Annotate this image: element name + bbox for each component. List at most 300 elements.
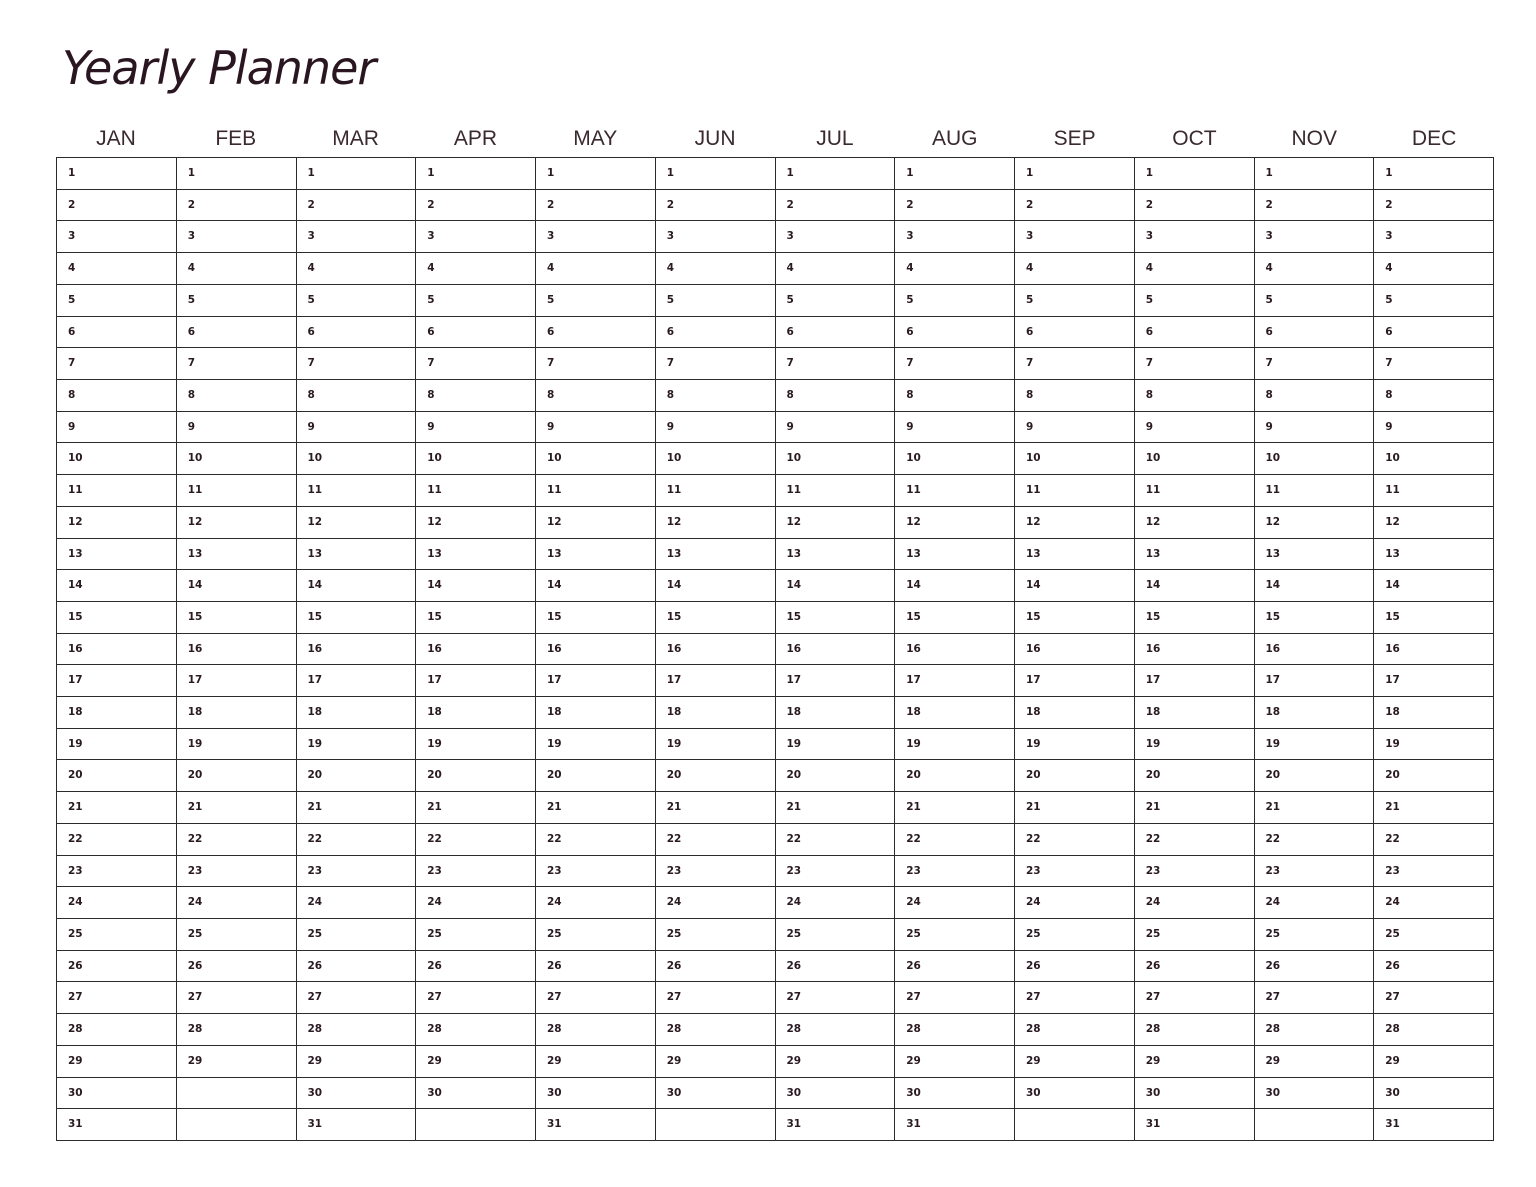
- day-cell[interactable]: [57, 443, 177, 475]
- day-cell[interactable]: [1374, 697, 1494, 729]
- day-cell[interactable]: [656, 317, 776, 349]
- day-cell[interactable]: [1255, 348, 1375, 380]
- day-cell[interactable]: [297, 792, 417, 824]
- day-cell[interactable]: [536, 697, 656, 729]
- day-cell[interactable]: [656, 443, 776, 475]
- day-cell[interactable]: [895, 317, 1015, 349]
- day-cell[interactable]: [1374, 570, 1494, 602]
- day-cell[interactable]: [776, 602, 896, 634]
- day-cell[interactable]: [895, 348, 1015, 380]
- day-cell[interactable]: [57, 760, 177, 792]
- day-cell[interactable]: [1135, 475, 1255, 507]
- day-cell[interactable]: [776, 507, 896, 539]
- day-cell[interactable]: [57, 221, 177, 253]
- day-cell[interactable]: [895, 602, 1015, 634]
- day-cell[interactable]: [1015, 951, 1135, 983]
- day-cell[interactable]: [416, 443, 536, 475]
- day-cell[interactable]: [895, 507, 1015, 539]
- day-cell[interactable]: [1255, 221, 1375, 253]
- day-cell[interactable]: [536, 982, 656, 1014]
- day-cell[interactable]: [895, 634, 1015, 666]
- day-cell[interactable]: [656, 253, 776, 285]
- day-cell[interactable]: [416, 317, 536, 349]
- day-cell[interactable]: [177, 1046, 297, 1078]
- day-cell[interactable]: [895, 824, 1015, 856]
- day-cell[interactable]: [177, 951, 297, 983]
- day-cell[interactable]: [177, 253, 297, 285]
- day-cell[interactable]: [1015, 602, 1135, 634]
- day-cell[interactable]: [1015, 253, 1135, 285]
- day-cell[interactable]: [656, 856, 776, 888]
- day-cell[interactable]: [1135, 285, 1255, 317]
- day-cell[interactable]: [1015, 792, 1135, 824]
- day-cell[interactable]: [416, 1078, 536, 1110]
- day-cell[interactable]: [57, 602, 177, 634]
- day-cell[interactable]: [1135, 1046, 1255, 1078]
- day-cell[interactable]: [656, 348, 776, 380]
- day-cell[interactable]: [57, 158, 177, 190]
- day-cell[interactable]: [536, 412, 656, 444]
- day-cell[interactable]: [776, 285, 896, 317]
- day-cell[interactable]: [776, 412, 896, 444]
- day-cell[interactable]: [656, 412, 776, 444]
- day-cell[interactable]: [536, 221, 656, 253]
- day-cell[interactable]: [57, 1109, 177, 1141]
- day-cell[interactable]: [416, 221, 536, 253]
- day-cell[interactable]: [1135, 570, 1255, 602]
- day-cell[interactable]: [536, 348, 656, 380]
- day-cell[interactable]: [1015, 1078, 1135, 1110]
- day-cell[interactable]: [1374, 1046, 1494, 1078]
- day-cell[interactable]: [1374, 253, 1494, 285]
- day-cell[interactable]: [416, 951, 536, 983]
- day-cell[interactable]: [177, 665, 297, 697]
- day-cell[interactable]: [1135, 221, 1255, 253]
- day-cell[interactable]: [656, 729, 776, 761]
- day-cell[interactable]: [297, 1109, 417, 1141]
- day-cell[interactable]: [1374, 1109, 1494, 1141]
- day-cell[interactable]: [1255, 634, 1375, 666]
- day-cell[interactable]: [57, 285, 177, 317]
- day-cell[interactable]: [177, 348, 297, 380]
- day-cell[interactable]: [1015, 1109, 1135, 1141]
- day-cell[interactable]: [1255, 665, 1375, 697]
- day-cell[interactable]: [1255, 824, 1375, 856]
- day-cell[interactable]: [297, 253, 417, 285]
- day-cell[interactable]: [297, 190, 417, 222]
- day-cell[interactable]: [536, 443, 656, 475]
- day-cell[interactable]: [776, 856, 896, 888]
- day-cell[interactable]: [656, 951, 776, 983]
- day-cell[interactable]: [1015, 380, 1135, 412]
- day-cell[interactable]: [776, 1046, 896, 1078]
- day-cell[interactable]: [656, 1014, 776, 1046]
- day-cell[interactable]: [656, 697, 776, 729]
- day-cell[interactable]: [57, 634, 177, 666]
- day-cell[interactable]: [416, 919, 536, 951]
- day-cell[interactable]: [416, 570, 536, 602]
- day-cell[interactable]: [1255, 1109, 1375, 1141]
- day-cell[interactable]: [1015, 919, 1135, 951]
- day-cell[interactable]: [1255, 253, 1375, 285]
- day-cell[interactable]: [297, 475, 417, 507]
- day-cell[interactable]: [895, 1014, 1015, 1046]
- day-cell[interactable]: [1374, 507, 1494, 539]
- day-cell[interactable]: [536, 665, 656, 697]
- day-cell[interactable]: [536, 824, 656, 856]
- day-cell[interactable]: [895, 190, 1015, 222]
- day-cell[interactable]: [895, 919, 1015, 951]
- day-cell[interactable]: [1255, 982, 1375, 1014]
- day-cell[interactable]: [1374, 951, 1494, 983]
- day-cell[interactable]: [1135, 634, 1255, 666]
- day-cell[interactable]: [1015, 158, 1135, 190]
- day-cell[interactable]: [1255, 919, 1375, 951]
- day-cell[interactable]: [1015, 539, 1135, 571]
- day-cell[interactable]: [177, 792, 297, 824]
- day-cell[interactable]: [895, 887, 1015, 919]
- day-cell[interactable]: [177, 158, 297, 190]
- day-cell[interactable]: [776, 665, 896, 697]
- day-cell[interactable]: [297, 285, 417, 317]
- day-cell[interactable]: [1374, 824, 1494, 856]
- day-cell[interactable]: [1015, 665, 1135, 697]
- day-cell[interactable]: [656, 221, 776, 253]
- day-cell[interactable]: [177, 729, 297, 761]
- day-cell[interactable]: [536, 919, 656, 951]
- day-cell[interactable]: [1135, 760, 1255, 792]
- day-cell[interactable]: [1255, 539, 1375, 571]
- day-cell[interactable]: [57, 1046, 177, 1078]
- day-cell[interactable]: [57, 475, 177, 507]
- day-cell[interactable]: [1135, 380, 1255, 412]
- day-cell[interactable]: [1135, 1109, 1255, 1141]
- day-cell[interactable]: [416, 792, 536, 824]
- day-cell[interactable]: [416, 253, 536, 285]
- day-cell[interactable]: [536, 760, 656, 792]
- day-cell[interactable]: [895, 982, 1015, 1014]
- day-cell[interactable]: [536, 507, 656, 539]
- day-cell[interactable]: [1135, 602, 1255, 634]
- day-cell[interactable]: [536, 887, 656, 919]
- day-cell[interactable]: [57, 380, 177, 412]
- day-cell[interactable]: [1135, 348, 1255, 380]
- day-cell[interactable]: [57, 951, 177, 983]
- day-cell[interactable]: [177, 539, 297, 571]
- day-cell[interactable]: [1374, 348, 1494, 380]
- day-cell[interactable]: [895, 951, 1015, 983]
- day-cell[interactable]: [1135, 1014, 1255, 1046]
- day-cell[interactable]: [1135, 253, 1255, 285]
- day-cell[interactable]: [297, 856, 417, 888]
- day-cell[interactable]: [656, 1109, 776, 1141]
- day-cell[interactable]: [1015, 856, 1135, 888]
- day-cell[interactable]: [656, 634, 776, 666]
- day-cell[interactable]: [1255, 1014, 1375, 1046]
- day-cell[interactable]: [1374, 158, 1494, 190]
- day-cell[interactable]: [1255, 570, 1375, 602]
- day-cell[interactable]: [776, 982, 896, 1014]
- day-cell[interactable]: [297, 982, 417, 1014]
- day-cell[interactable]: [1015, 982, 1135, 1014]
- day-cell[interactable]: [297, 824, 417, 856]
- day-cell[interactable]: [177, 982, 297, 1014]
- day-cell[interactable]: [1374, 539, 1494, 571]
- day-cell[interactable]: [1374, 729, 1494, 761]
- day-cell[interactable]: [416, 380, 536, 412]
- day-cell[interactable]: [297, 380, 417, 412]
- day-cell[interactable]: [1374, 792, 1494, 824]
- day-cell[interactable]: [57, 824, 177, 856]
- day-cell[interactable]: [1374, 602, 1494, 634]
- day-cell[interactable]: [1015, 443, 1135, 475]
- day-cell[interactable]: [1255, 380, 1375, 412]
- day-cell[interactable]: [656, 1078, 776, 1110]
- day-cell[interactable]: [297, 570, 417, 602]
- day-cell[interactable]: [1135, 665, 1255, 697]
- day-cell[interactable]: [1135, 856, 1255, 888]
- day-cell[interactable]: [1015, 1046, 1135, 1078]
- day-cell[interactable]: [1374, 475, 1494, 507]
- day-cell[interactable]: [536, 1046, 656, 1078]
- day-cell[interactable]: [297, 919, 417, 951]
- day-cell[interactable]: [416, 729, 536, 761]
- day-cell[interactable]: [297, 887, 417, 919]
- day-cell[interactable]: [416, 697, 536, 729]
- day-cell[interactable]: [297, 158, 417, 190]
- day-cell[interactable]: [1255, 729, 1375, 761]
- day-cell[interactable]: [1135, 697, 1255, 729]
- day-cell[interactable]: [656, 507, 776, 539]
- day-cell[interactable]: [895, 253, 1015, 285]
- day-cell[interactable]: [776, 317, 896, 349]
- day-cell[interactable]: [297, 602, 417, 634]
- day-cell[interactable]: [776, 253, 896, 285]
- day-cell[interactable]: [895, 380, 1015, 412]
- day-cell[interactable]: [536, 1109, 656, 1141]
- day-cell[interactable]: [1374, 919, 1494, 951]
- day-cell[interactable]: [1015, 887, 1135, 919]
- day-cell[interactable]: [1255, 285, 1375, 317]
- day-cell[interactable]: [416, 856, 536, 888]
- day-cell[interactable]: [57, 570, 177, 602]
- day-cell[interactable]: [1135, 919, 1255, 951]
- day-cell[interactable]: [776, 697, 896, 729]
- day-cell[interactable]: [776, 475, 896, 507]
- day-cell[interactable]: [1135, 539, 1255, 571]
- day-cell[interactable]: [536, 856, 656, 888]
- day-cell[interactable]: [177, 285, 297, 317]
- day-cell[interactable]: [536, 602, 656, 634]
- day-cell[interactable]: [895, 539, 1015, 571]
- day-cell[interactable]: [656, 665, 776, 697]
- day-cell[interactable]: [177, 1014, 297, 1046]
- day-cell[interactable]: [1015, 475, 1135, 507]
- day-cell[interactable]: [297, 951, 417, 983]
- day-cell[interactable]: [177, 1078, 297, 1110]
- day-cell[interactable]: [1255, 158, 1375, 190]
- day-cell[interactable]: [297, 1078, 417, 1110]
- day-cell[interactable]: [1374, 1014, 1494, 1046]
- day-cell[interactable]: [656, 158, 776, 190]
- day-cell[interactable]: [776, 887, 896, 919]
- day-cell[interactable]: [1255, 1046, 1375, 1078]
- day-cell[interactable]: [297, 697, 417, 729]
- day-cell[interactable]: [177, 221, 297, 253]
- day-cell[interactable]: [895, 729, 1015, 761]
- day-cell[interactable]: [416, 665, 536, 697]
- day-cell[interactable]: [297, 443, 417, 475]
- day-cell[interactable]: [656, 792, 776, 824]
- day-cell[interactable]: [177, 856, 297, 888]
- day-cell[interactable]: [1015, 634, 1135, 666]
- day-cell[interactable]: [416, 412, 536, 444]
- day-cell[interactable]: [895, 760, 1015, 792]
- day-cell[interactable]: [1255, 1078, 1375, 1110]
- day-cell[interactable]: [1255, 887, 1375, 919]
- day-cell[interactable]: [57, 729, 177, 761]
- day-cell[interactable]: [416, 824, 536, 856]
- day-cell[interactable]: [57, 982, 177, 1014]
- day-cell[interactable]: [1135, 792, 1255, 824]
- day-cell[interactable]: [416, 507, 536, 539]
- day-cell[interactable]: [1255, 792, 1375, 824]
- day-cell[interactable]: [57, 539, 177, 571]
- day-cell[interactable]: [536, 190, 656, 222]
- day-cell[interactable]: [57, 1078, 177, 1110]
- day-cell[interactable]: [1374, 221, 1494, 253]
- day-cell[interactable]: [895, 856, 1015, 888]
- day-cell[interactable]: [1374, 380, 1494, 412]
- day-cell[interactable]: [895, 412, 1015, 444]
- day-cell[interactable]: [57, 348, 177, 380]
- day-cell[interactable]: [1374, 412, 1494, 444]
- day-cell[interactable]: [297, 221, 417, 253]
- day-cell[interactable]: [895, 221, 1015, 253]
- day-cell[interactable]: [776, 792, 896, 824]
- day-cell[interactable]: [776, 919, 896, 951]
- day-cell[interactable]: [1374, 443, 1494, 475]
- day-cell[interactable]: [1015, 221, 1135, 253]
- day-cell[interactable]: [297, 729, 417, 761]
- day-cell[interactable]: [177, 887, 297, 919]
- day-cell[interactable]: [177, 570, 297, 602]
- day-cell[interactable]: [776, 348, 896, 380]
- day-cell[interactable]: [776, 760, 896, 792]
- day-cell[interactable]: [1255, 412, 1375, 444]
- day-cell[interactable]: [297, 665, 417, 697]
- day-cell[interactable]: [177, 443, 297, 475]
- day-cell[interactable]: [1374, 190, 1494, 222]
- day-cell[interactable]: [1255, 697, 1375, 729]
- day-cell[interactable]: [416, 887, 536, 919]
- day-cell[interactable]: [776, 443, 896, 475]
- day-cell[interactable]: [1015, 729, 1135, 761]
- day-cell[interactable]: [1374, 1078, 1494, 1110]
- day-cell[interactable]: [536, 539, 656, 571]
- day-cell[interactable]: [536, 475, 656, 507]
- day-cell[interactable]: [776, 190, 896, 222]
- day-cell[interactable]: [776, 824, 896, 856]
- day-cell[interactable]: [776, 380, 896, 412]
- day-cell[interactable]: [1135, 190, 1255, 222]
- day-cell[interactable]: [656, 190, 776, 222]
- day-cell[interactable]: [57, 1014, 177, 1046]
- day-cell[interactable]: [1374, 634, 1494, 666]
- day-cell[interactable]: [895, 792, 1015, 824]
- day-cell[interactable]: [1135, 1078, 1255, 1110]
- day-cell[interactable]: [536, 380, 656, 412]
- day-cell[interactable]: [177, 380, 297, 412]
- day-cell[interactable]: [656, 982, 776, 1014]
- day-cell[interactable]: [177, 760, 297, 792]
- day-cell[interactable]: [1135, 412, 1255, 444]
- day-cell[interactable]: [776, 539, 896, 571]
- day-cell[interactable]: [1015, 507, 1135, 539]
- day-cell[interactable]: [895, 158, 1015, 190]
- day-cell[interactable]: [1374, 665, 1494, 697]
- day-cell[interactable]: [1135, 729, 1255, 761]
- day-cell[interactable]: [57, 697, 177, 729]
- day-cell[interactable]: [776, 570, 896, 602]
- day-cell[interactable]: [1135, 824, 1255, 856]
- day-cell[interactable]: [1255, 951, 1375, 983]
- day-cell[interactable]: [656, 1046, 776, 1078]
- day-cell[interactable]: [57, 190, 177, 222]
- day-cell[interactable]: [895, 665, 1015, 697]
- day-cell[interactable]: [656, 602, 776, 634]
- day-cell[interactable]: [656, 919, 776, 951]
- day-cell[interactable]: [177, 919, 297, 951]
- day-cell[interactable]: [1255, 317, 1375, 349]
- day-cell[interactable]: [895, 285, 1015, 317]
- day-cell[interactable]: [1015, 697, 1135, 729]
- day-cell[interactable]: [57, 507, 177, 539]
- day-cell[interactable]: [776, 951, 896, 983]
- day-cell[interactable]: [1255, 760, 1375, 792]
- day-cell[interactable]: [1374, 317, 1494, 349]
- day-cell[interactable]: [656, 380, 776, 412]
- day-cell[interactable]: [177, 475, 297, 507]
- day-cell[interactable]: [1374, 982, 1494, 1014]
- day-cell[interactable]: [416, 1014, 536, 1046]
- day-cell[interactable]: [177, 1109, 297, 1141]
- day-cell[interactable]: [177, 602, 297, 634]
- day-cell[interactable]: [1135, 982, 1255, 1014]
- day-cell[interactable]: [1015, 285, 1135, 317]
- day-cell[interactable]: [895, 570, 1015, 602]
- day-cell[interactable]: [776, 1078, 896, 1110]
- day-cell[interactable]: [416, 285, 536, 317]
- day-cell[interactable]: [536, 570, 656, 602]
- day-cell[interactable]: [776, 1014, 896, 1046]
- day-cell[interactable]: [416, 539, 536, 571]
- day-cell[interactable]: [895, 475, 1015, 507]
- day-cell[interactable]: [297, 760, 417, 792]
- day-cell[interactable]: [895, 443, 1015, 475]
- day-cell[interactable]: [297, 412, 417, 444]
- day-cell[interactable]: [1015, 190, 1135, 222]
- day-cell[interactable]: [536, 317, 656, 349]
- day-cell[interactable]: [536, 1078, 656, 1110]
- day-cell[interactable]: [656, 824, 776, 856]
- day-cell[interactable]: [536, 1014, 656, 1046]
- day-cell[interactable]: [57, 887, 177, 919]
- day-cell[interactable]: [1374, 285, 1494, 317]
- day-cell[interactable]: [776, 158, 896, 190]
- day-cell[interactable]: [1015, 570, 1135, 602]
- day-cell[interactable]: [297, 634, 417, 666]
